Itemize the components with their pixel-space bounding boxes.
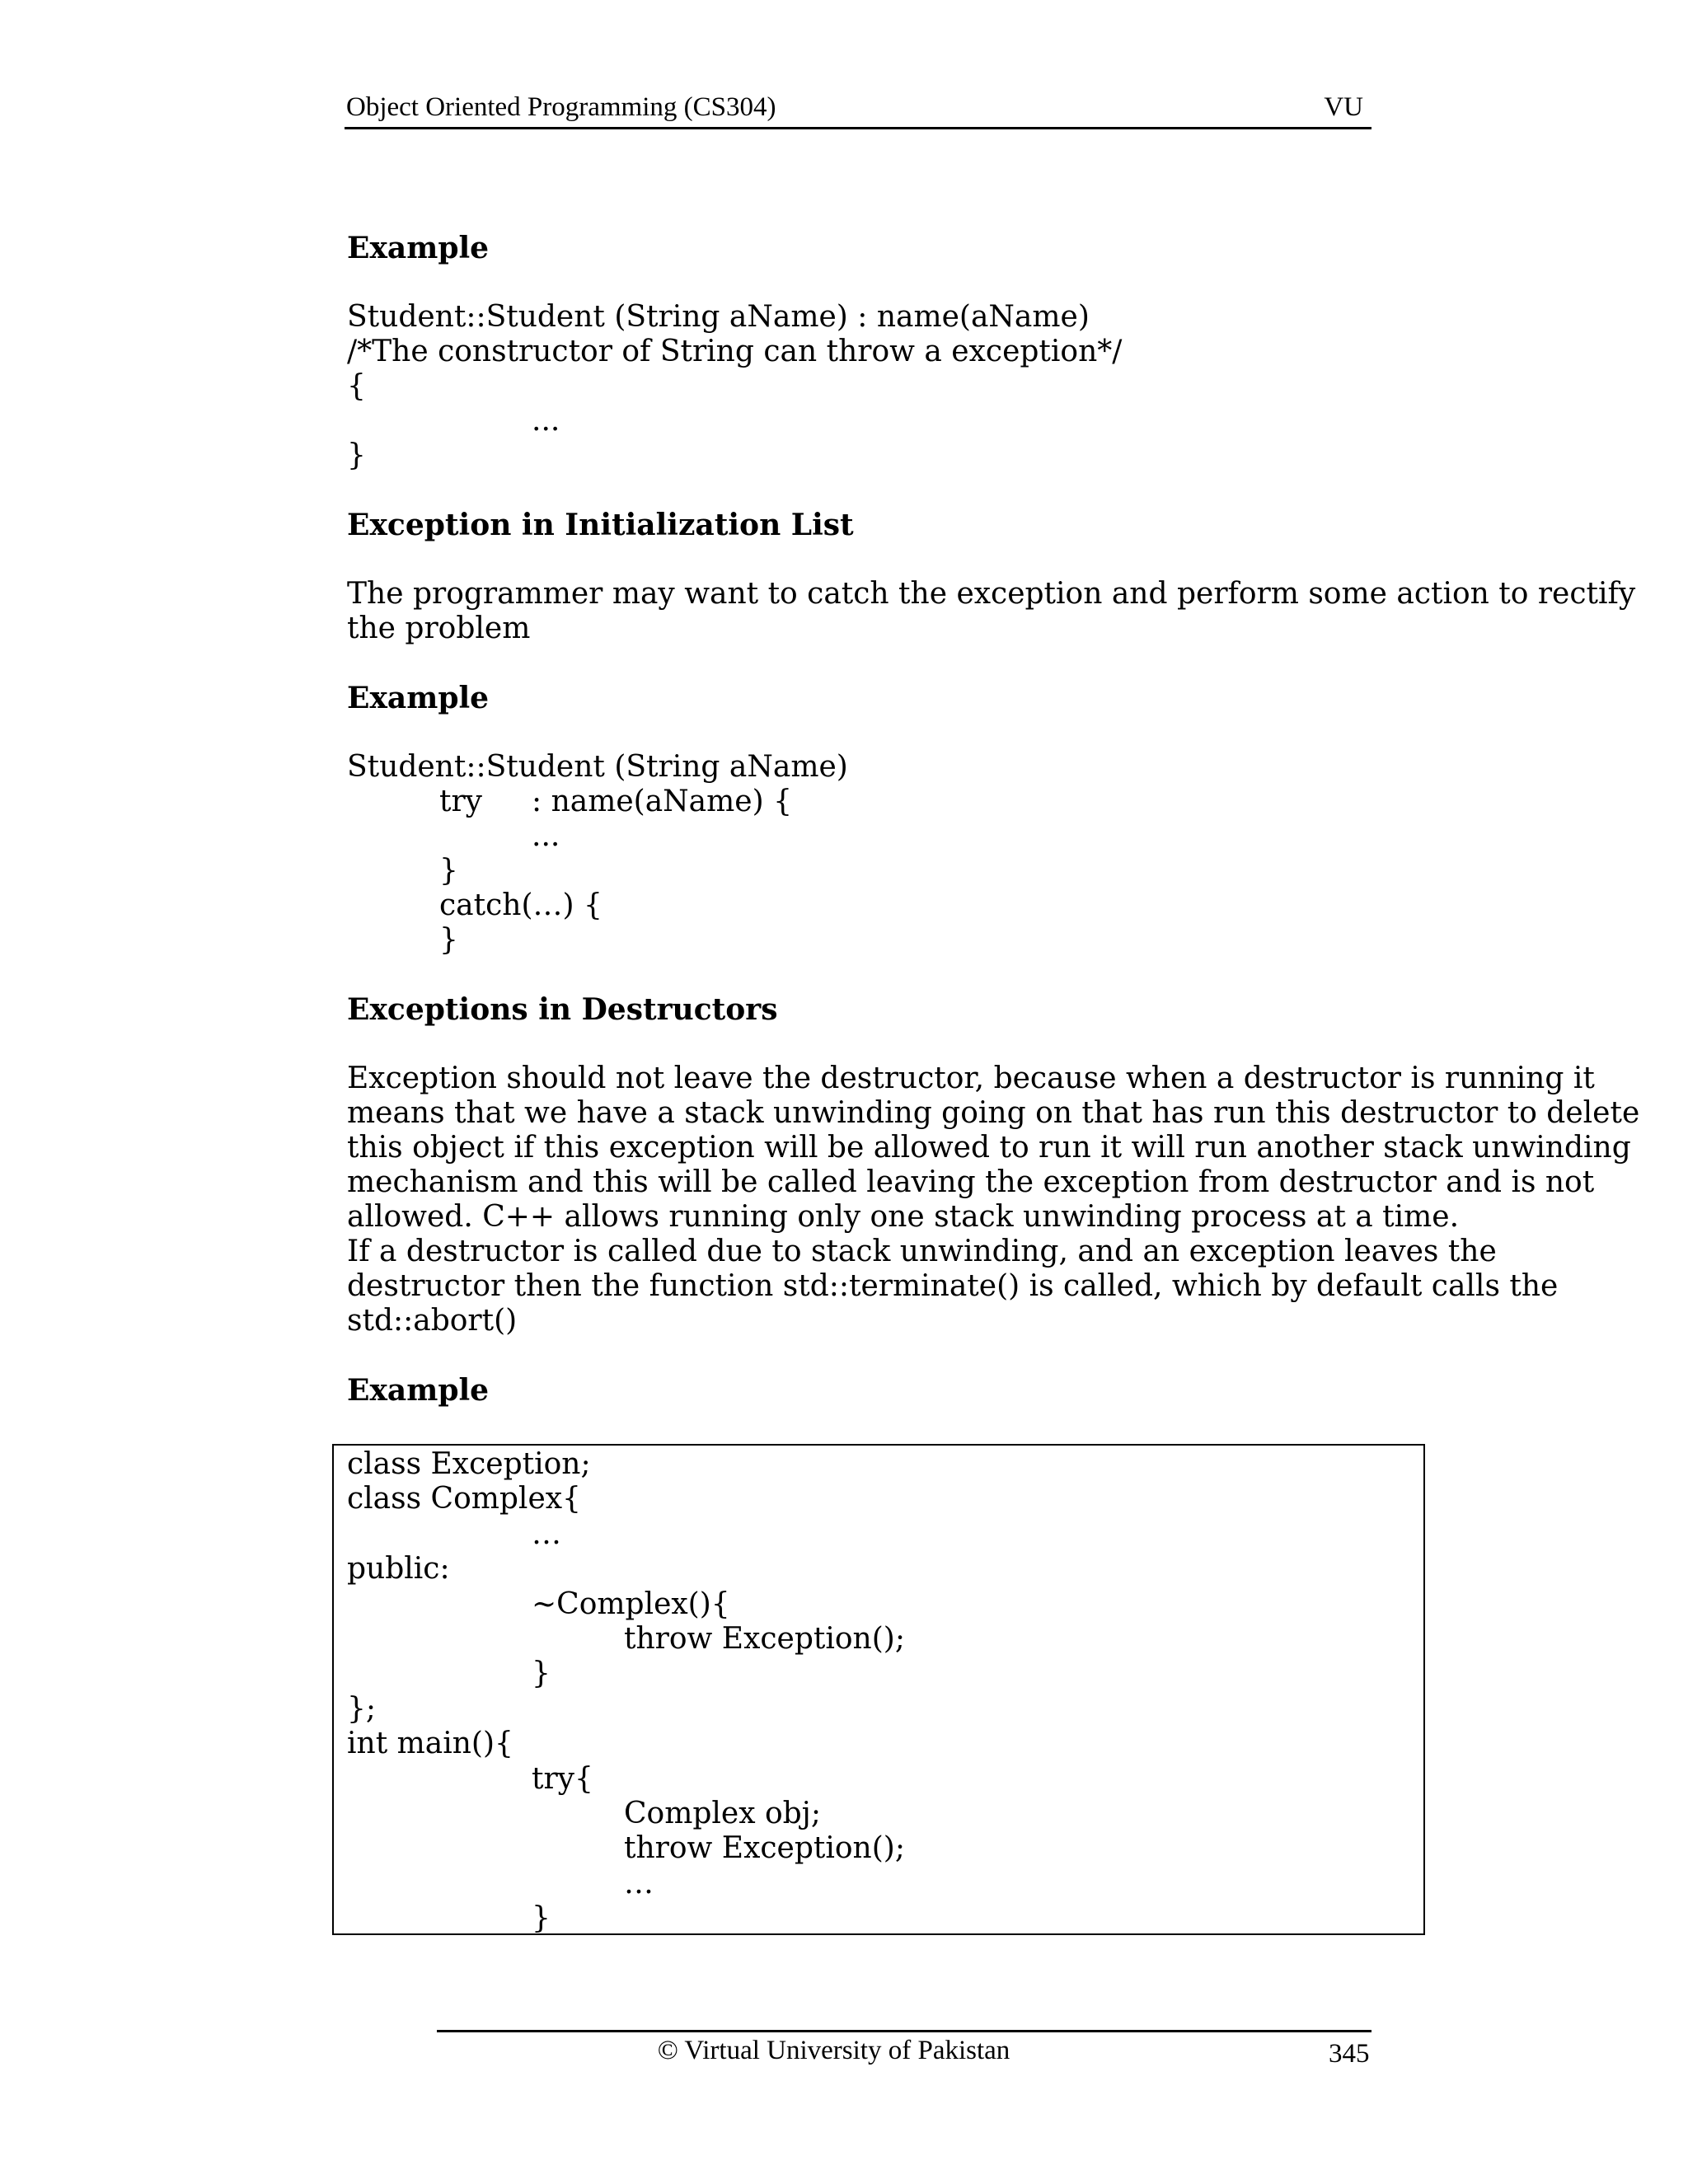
example2-code-line [347,785,1443,819]
page-number: 345 [1329,2039,1370,2069]
init-list-text-line: The programmer may want to catch the exception and perform some action to rectify [347,577,1636,611]
footer [0,2034,1688,2067]
example2-code-line: } [439,854,458,888]
code-line: } [532,1901,551,1935]
destructors-text-line: this object if this exception will be allowed to run it will run another stack unwinding [347,1131,1631,1165]
page-content [347,231,1640,1408]
code-line: public: [347,1552,450,1586]
destructors-text-line: mechanism and this will be called leaving the exception from destructor and is not [347,1165,1595,1199]
code-line: class Complex{ [347,1482,581,1516]
footer-copyright: © Virtual University of Pakistan [657,2036,1010,2065]
example2-code-line: ... [532,819,560,853]
code-line: throw Exception(); [624,1831,905,1866]
destructors-text-line: allowed. C++ allows running only one stack unwinding process at a time. [347,1200,1460,1234]
example1-code-line: /*The constructor of String can throw a exception*/ [347,335,1123,368]
code-line: … [532,1516,561,1551]
destructors-text-line: If a destructor is called due to stack unwinding, and an exception leaves the [347,1235,1497,1268]
code-line: int main(){ [347,1727,513,1761]
code-line: throw Exception(); [624,1622,905,1657]
destructors-text-line: std::abort() [347,1304,518,1338]
example1-code-line: { [347,369,366,403]
init-list-heading: Exception in Initialization List [347,508,854,542]
example3-heading: Example [347,1373,490,1408]
destructors-text-line: destructor then the function std::terminate() is called, which by default calls the [347,1269,1559,1303]
destructors-text-line: means that we have a stack unwinding going on that has run this destructor to delete [347,1096,1640,1130]
page-header [345,91,1372,129]
code-line: }; [347,1691,377,1726]
header-vu: VU [1324,92,1363,122]
init-list-code: : name(aName) { [532,785,792,818]
code-line: ~Complex(){ [532,1586,730,1621]
code-line: class Exception; [347,1447,591,1481]
example2-code-line: } [439,923,458,957]
destructors-text-line: Exception should not leave the destructor, because when a destructor is running it [347,1062,1595,1095]
example1-code-line: Student::Student (String aName) : name(aName) [347,300,1090,334]
example1-code-line: } [347,438,366,472]
destructors-heading: Exceptions in Destructors [347,992,778,1027]
init-list-text-line: the problem [347,612,531,645]
code-line: } [532,1657,551,1691]
try-keyword: try [439,785,483,818]
example2-code-line: Student::Student (String aName) [347,750,848,784]
example1-heading: Example [347,231,490,265]
footer-divider [437,2030,1372,2032]
code-box [332,1444,1425,1935]
example2-heading: Example [347,681,490,715]
code-box-content [347,1447,905,1935]
course-title: Object Oriented Programming (CS304) [346,92,776,122]
code-line: try{ [532,1761,593,1796]
code-line: … [624,1866,654,1900]
example1-code-line: ... [532,404,560,438]
code-line: Complex obj; [624,1797,821,1831]
example2-code-line: catch(…) { [439,888,603,922]
